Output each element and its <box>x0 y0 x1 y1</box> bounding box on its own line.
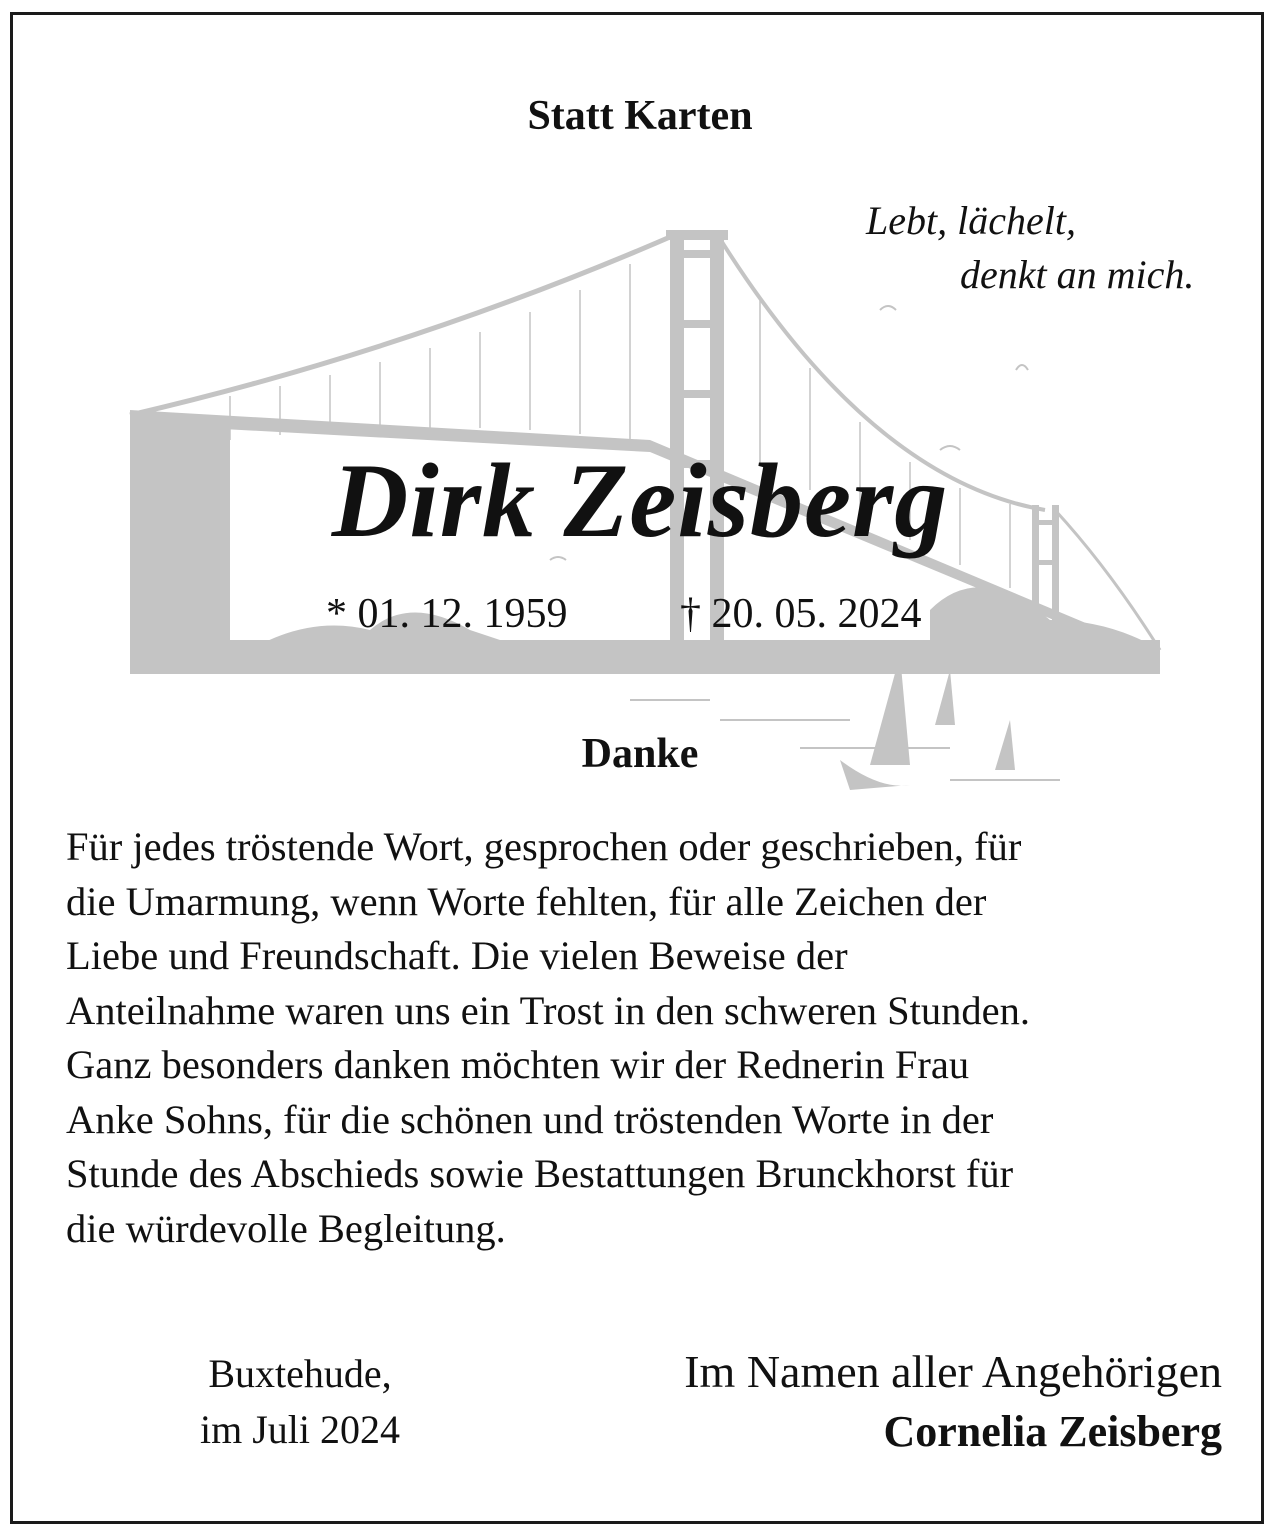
death-date: † 20. 05. 2024 <box>680 591 922 637</box>
signer-name: Cornelia Zeisberg <box>883 1407 1222 1456</box>
deceased-name: Dirk Zeisberg <box>331 442 949 559</box>
notice-date: im Juli 2024 <box>199 1407 401 1452</box>
thanks-line: Anteilnahme waren uns ein Trost in den schweren Stunden. <box>66 987 1030 1033</box>
place-date-block <box>150 1346 450 1458</box>
thanks-line: Anke Sohns, für die schönen und tröstenden Worte in der <box>66 1096 994 1142</box>
thanks-line: Ganz besonders danken möchten wir der Rednerin Frau <box>66 1042 970 1087</box>
thanks-line: die würdevolle Begleitung. <box>66 1205 506 1251</box>
signature-block <box>684 1342 1222 1462</box>
pre-title: Statt Karten <box>527 93 753 139</box>
thanks-title: Danke <box>581 731 699 777</box>
birth-date: * 01. 12. 1959 <box>326 591 568 637</box>
thanks-line: Stunde des Abschieds sowie Bestattungen Brunckhorst für <box>66 1151 1014 1196</box>
thanks-line: Liebe und Freundschaft. Die vielen Beweise der <box>66 933 848 978</box>
thanks-text <box>66 820 1226 1256</box>
place: Buxtehude, <box>208 1351 392 1396</box>
quote-line-1: Lebt, lächelt, <box>866 198 1076 243</box>
thanks-line: die Umarmung, wenn Worte fehlten, für alle Zeichen der <box>66 878 987 924</box>
on-behalf-line: Im Namen aller Angehörigen <box>684 1346 1222 1397</box>
quote-line-2: denkt an mich. <box>960 252 1195 297</box>
thanks-line: Für jedes tröstende Wort, gesprochen oder geschrieben, für <box>66 824 1022 869</box>
